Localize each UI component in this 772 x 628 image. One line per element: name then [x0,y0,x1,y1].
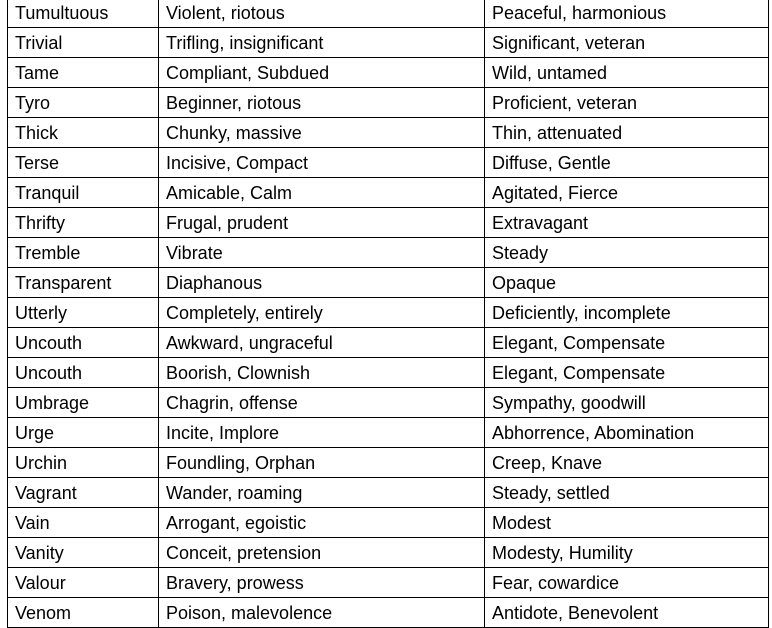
table-row [7,0,769,28]
word-cell: Thrifty [7,208,158,237]
word-cell: Umbrage [7,388,158,417]
antonyms-cell: Elegant, Compensate [484,358,769,387]
synonyms-cell: Chunky, massive [158,118,484,147]
antonyms-cell: Extravagant [484,208,769,237]
word-cell: Valour [7,568,158,597]
synonyms-cell: Bravery, prowess [158,568,484,597]
table-row [7,298,769,328]
synonyms-cell: Poison, malevolence [158,598,484,627]
table-row [7,208,769,238]
antonyms-cell: Fear, cowardice [484,568,769,597]
word-cell: Tremble [7,238,158,267]
antonyms-cell: Creep, Knave [484,448,769,477]
synonyms-cell: Boorish, Clownish [158,358,484,387]
table-row [7,538,769,568]
synonyms-cell: Vibrate [158,238,484,267]
table-row [7,238,769,268]
antonyms-cell: Abhorrence, Abomination [484,418,769,447]
synonyms-cell: Awkward, ungraceful [158,328,484,357]
word-cell: Uncouth [7,358,158,387]
word-cell: Uncouth [7,328,158,357]
word-cell: Transparent [7,268,158,297]
table-row [7,178,769,208]
word-cell: Tame [7,58,158,87]
synonyms-cell: Compliant, Subdued [158,58,484,87]
antonyms-cell: Modest [484,508,769,537]
antonyms-cell: Wild, untamed [484,58,769,87]
antonyms-cell: Opaque [484,268,769,297]
synonyms-cell: Chagrin, offense [158,388,484,417]
word-table [7,0,769,628]
table-row [7,568,769,598]
antonyms-cell: Modesty, Humility [484,538,769,567]
antonyms-cell: Agitated, Fierce [484,178,769,207]
word-cell: Tyro [7,88,158,117]
antonyms-cell: Proficient, veteran [484,88,769,117]
word-cell: Vagrant [7,478,158,507]
synonyms-cell: Frugal, prudent [158,208,484,237]
synonyms-cell: Incisive, Compact [158,148,484,177]
synonyms-cell: Incite, Implore [158,418,484,447]
table-row [7,418,769,448]
synonyms-cell: Violent, riotous [158,0,484,27]
synonyms-cell: Completely, entirely [158,298,484,327]
word-cell: Tumultuous [7,0,158,27]
synonyms-cell: Beginner, riotous [158,88,484,117]
word-cell: Tranquil [7,178,158,207]
word-cell: Vanity [7,538,158,567]
antonyms-cell: Peaceful, harmonious [484,0,769,27]
word-cell: Venom [7,598,158,627]
synonyms-cell: Diaphanous [158,268,484,297]
synonyms-cell: Trifling, insignificant [158,28,484,57]
table-row [7,448,769,478]
table-row [7,328,769,358]
antonyms-cell: Sympathy, goodwill [484,388,769,417]
antonyms-cell: Deficiently, incomplete [484,298,769,327]
table-row [7,358,769,388]
table-row [7,58,769,88]
table-row [7,388,769,418]
synonyms-cell: Amicable, Calm [158,178,484,207]
table-row [7,508,769,538]
word-cell: Urchin [7,448,158,477]
synonyms-cell: Foundling, Orphan [158,448,484,477]
synonyms-cell: Arrogant, egoistic [158,508,484,537]
synonyms-cell: Conceit, pretension [158,538,484,567]
word-cell: Vain [7,508,158,537]
word-cell: Terse [7,148,158,177]
table-row [7,148,769,178]
synonyms-cell: Wander, roaming [158,478,484,507]
word-cell: Urge [7,418,158,447]
table-row [7,598,769,628]
antonyms-cell: Significant, veteran [484,28,769,57]
word-cell: Utterly [7,298,158,327]
antonyms-cell: Steady [484,238,769,267]
antonyms-cell: Antidote, Benevolent [484,598,769,627]
table-row [7,268,769,298]
antonyms-cell: Diffuse, Gentle [484,148,769,177]
table-row [7,478,769,508]
table-row [7,118,769,148]
word-cell: Trivial [7,28,158,57]
table-row [7,88,769,118]
antonyms-cell: Thin, attenuated [484,118,769,147]
antonyms-cell: Steady, settled [484,478,769,507]
antonyms-cell: Elegant, Compensate [484,328,769,357]
table-row [7,28,769,58]
word-cell: Thick [7,118,158,147]
